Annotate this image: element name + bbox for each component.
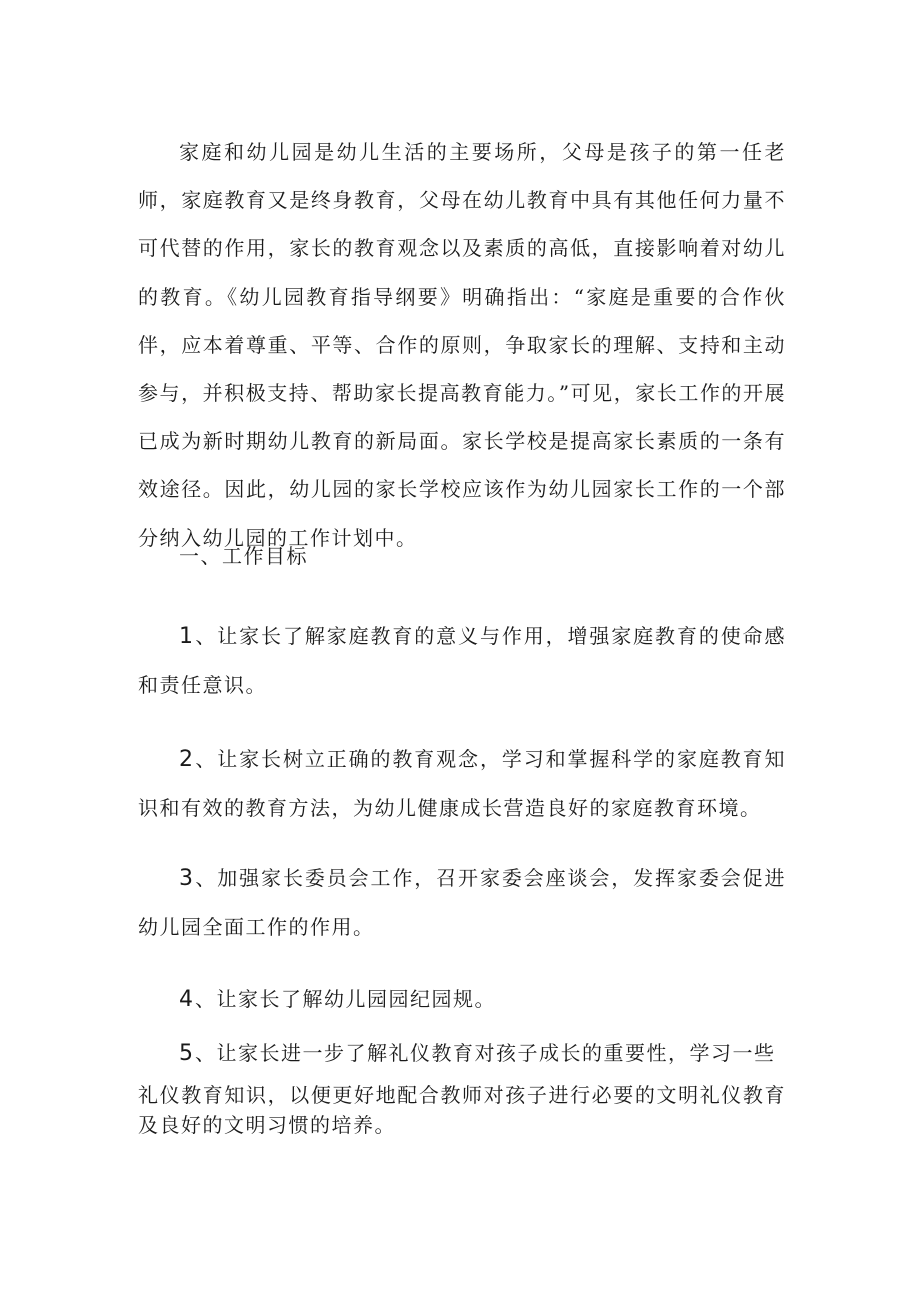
section-heading-work-goals: 一、工作目标 xyxy=(179,544,308,568)
intro-paragraph: 家庭和幼儿园是幼儿生活的主要场所，父母是孩子的第一任老师，家庭教育又是终身教育，父母在幼儿教育中具有其他任何力量不可代替的作用，家长的教育观念以及素质的高低，直接影响着对幼儿的教育。《幼儿园教育指导纲要》明确指出：“家庭是重要的合作伙伴，应本着尊重、平等、合作的原则，争取家长的理解、支持和主动参与，并积极支持、帮助家长提高教育能力。”可见，家长工作的开展已成为新时期幼儿教育的新局面。家长学校是提高家长素质的一条有效途径。因此，幼儿园的家长学校应该作为幼儿园家长工作的一个部分纳入幼儿园的工作计划中。 xyxy=(138,140,786,550)
goal-text: 、让家长进一步了解礼仪教育对孩子成长的重要性，学习一些 xyxy=(195,1041,776,1065)
goal-number: 3 xyxy=(179,866,193,891)
goal-text: 、加强家长委员会工作，召开家委会座谈会，发挥家委会促进幼儿园全面工作的作用。 xyxy=(138,866,786,939)
goal-item-2 xyxy=(138,735,786,832)
goal-number: 4 xyxy=(179,987,193,1012)
goal-item-4 xyxy=(138,975,786,1024)
goal-text: 、让家长了解幼儿园园纪园规。 xyxy=(195,987,496,1011)
goal-number: 1 xyxy=(179,624,193,649)
goal-number: 2 xyxy=(179,747,193,772)
goal-item-5-continuation: 礼仪教育知识，以便更好地配合教师对孩子进行必要的文明礼仪教育及良好的文明习惯的培养。 xyxy=(138,1083,786,1137)
goal-item-1 xyxy=(138,612,786,709)
goal-text: 、让家长了解家庭教育的意义与作用，增强家庭教育的使命感和责任意识。 xyxy=(138,624,786,697)
goal-number: 5 xyxy=(179,1041,193,1066)
goal-item-3 xyxy=(138,854,786,951)
goal-item-5 xyxy=(138,1029,786,1078)
goal-text: 、让家长树立正确的教育观念，学习和掌握科学的家庭教育知识和有效的教育方法，为幼儿健康成长营造良好的家庭教育环境。 xyxy=(138,747,786,820)
